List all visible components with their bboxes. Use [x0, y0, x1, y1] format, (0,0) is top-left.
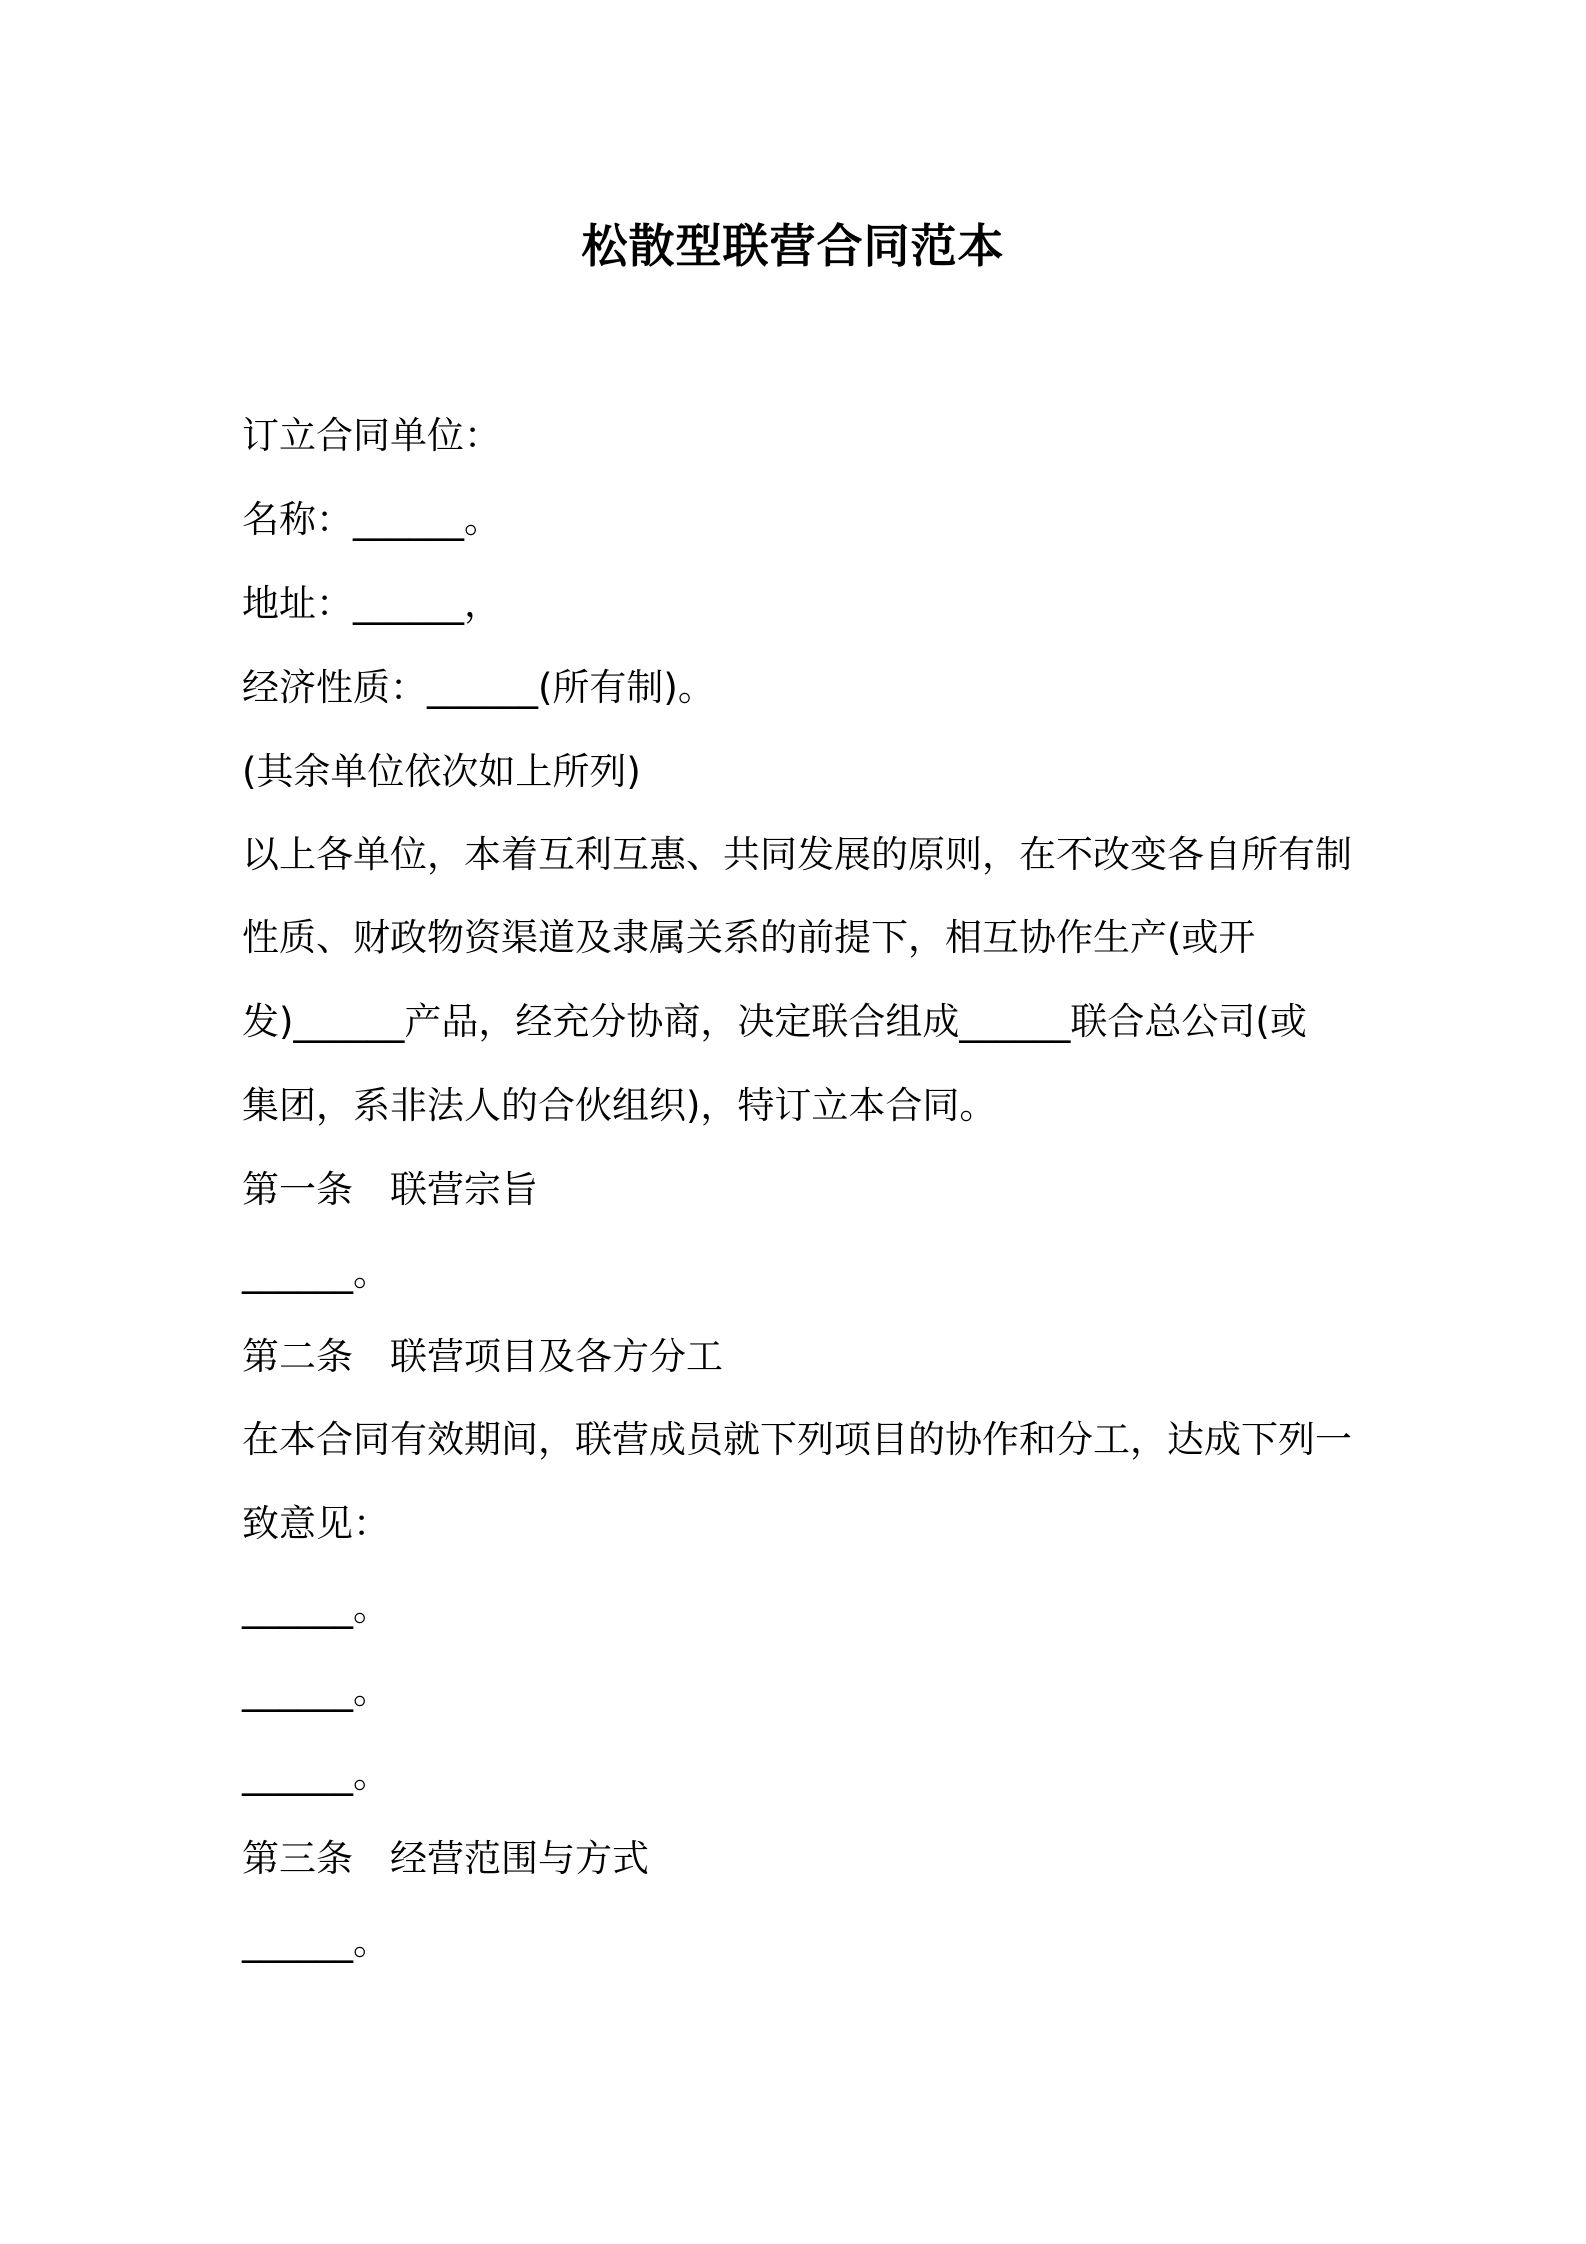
- article-2-text-line-1: 在本合同有效期间，联营成员就下列项目的协作和分工，达成下列一: [242, 1418, 1352, 1461]
- article-2-blank-1: ______。: [242, 1586, 390, 1629]
- article-2-heading: 第二条 联营项目及各方分工: [242, 1335, 723, 1378]
- article-2-blank-2: ______。: [242, 1669, 390, 1712]
- preamble-line-4: 集团，系非法人的合伙组织)，特订立本合同。: [242, 1084, 997, 1127]
- party-address-line: 地址：______，: [242, 582, 501, 625]
- preamble-line-3: 发)______产品，经充分协商，决定联合组成______联合总公司(或: [242, 1000, 1307, 1043]
- document-title: 松散型联营合同范本: [581, 219, 1005, 273]
- article-3-heading: 第三条 经营范围与方式: [242, 1837, 649, 1880]
- article-2-text-line-2: 致意见：: [242, 1502, 390, 1545]
- preamble-line-2: 性质、财政物资渠道及隶属关系的前提下，相互协作生产(或开: [242, 916, 1256, 959]
- party-economic-nature-line: 经济性质：______(所有制)。: [242, 666, 715, 709]
- preamble-line-1: 以上各单位，本着互利互惠、共同发展的原则，在不改变各自所有制: [242, 833, 1352, 876]
- article-1-blank: ______。: [242, 1251, 390, 1294]
- article-3-blank: ______。: [242, 1920, 390, 1963]
- contract-parties-heading: 订立合同单位：: [242, 414, 501, 457]
- other-parties-note: (其余单位依次如上所列): [242, 750, 641, 793]
- article-2-blank-3: ______。: [242, 1753, 390, 1796]
- party-name-line: 名称：______。: [242, 498, 501, 541]
- article-1-heading: 第一条 联营宗旨: [242, 1168, 538, 1211]
